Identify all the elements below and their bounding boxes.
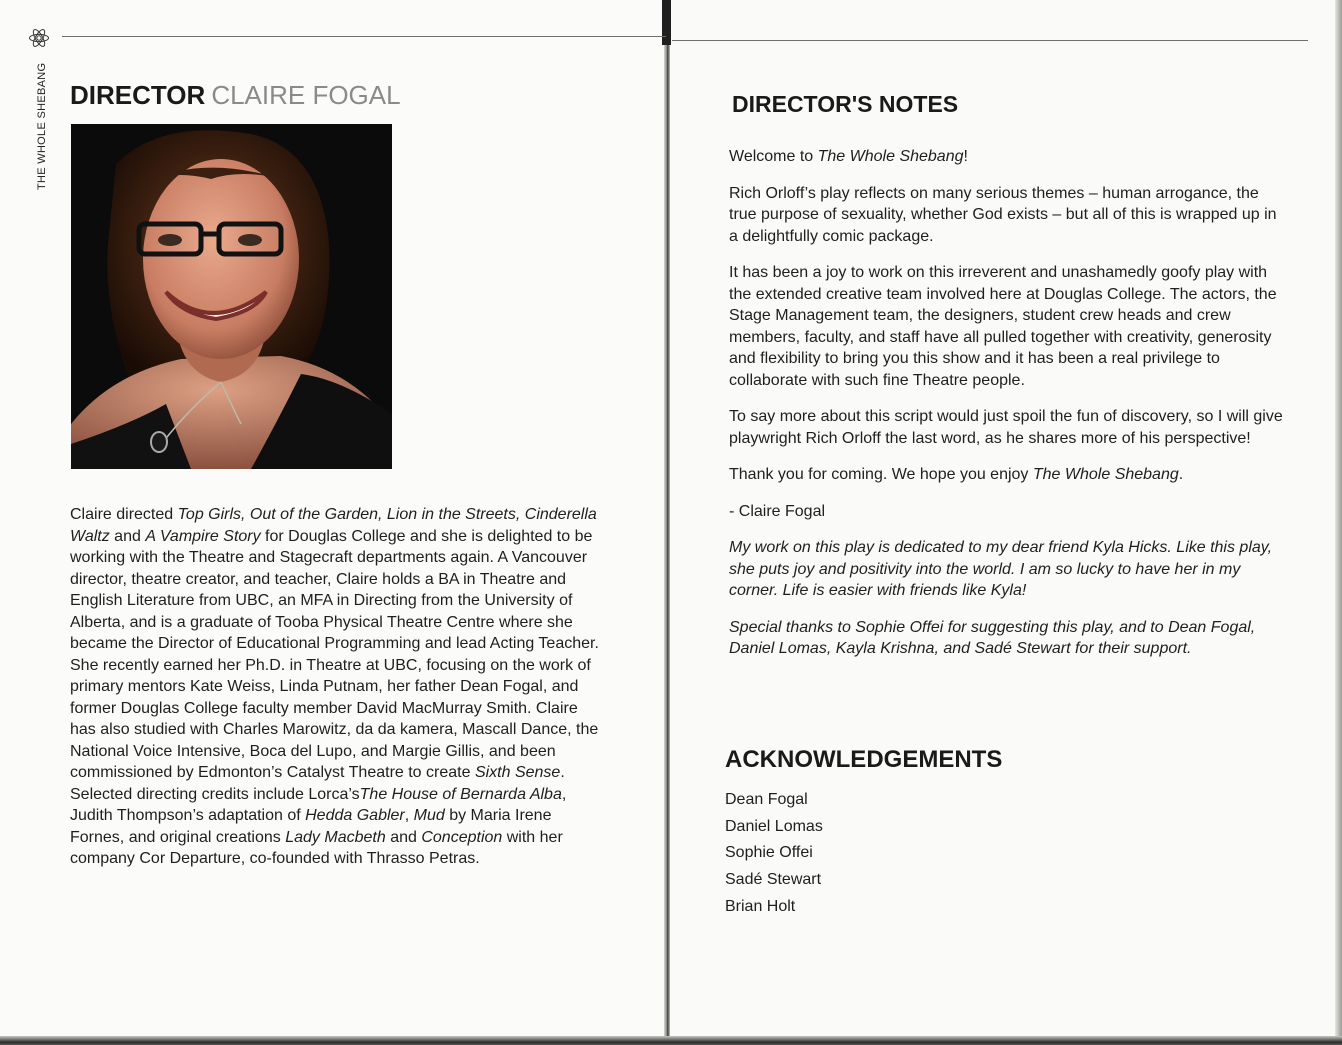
- text-run: , Judith Thompson’s adaptation of: [70, 785, 567, 824]
- text-run: Claire directed: [70, 506, 178, 523]
- text-run: !: [963, 148, 968, 165]
- text-run: and: [109, 527, 146, 545]
- text-run: Special thanks to Sophie Offei for suggesting this play, and to Dean Fogal, Daniel Lomas, Kayla Krishna, and Sadé Stewart for their support.: [729, 618, 1256, 657]
- text-run: .: [1178, 466, 1184, 483]
- bio-paragraph: [70, 504, 605, 870]
- directors-notes-heading: DIRECTOR'S NOTES: [732, 91, 959, 117]
- text-run: Welcome to: [729, 148, 818, 165]
- director-photo: [71, 124, 392, 469]
- notes-paragraph: [729, 617, 1285, 660]
- acknowledgement-name: Sadé Stewart: [725, 871, 822, 889]
- italic-title-text: Sixth Sense: [474, 764, 561, 781]
- text-run: . Selected directing credits include Lorca’s: [70, 764, 565, 803]
- header-rule-left: [62, 36, 666, 37]
- bottom-edge: [0, 1036, 1342, 1045]
- text-run: Rich Orloff’s play reflects on many serious themes – human arrogance, the true purpose of sexuality, whether God exists – but all of this is wrapped up in a delightfully comic package.: [729, 184, 1277, 245]
- italic-title-text: Hedda Gabler: [305, 807, 405, 824]
- text-run: To say more about this script would just spoil the fun of discovery, so I will give playwright Rich Orloff the last word, as he shares more of his perspective!: [729, 408, 1283, 447]
- italic-title-text: Lady Macbeth: [285, 828, 386, 846]
- acknowledgement-name: Dean Fogal: [725, 791, 808, 808]
- side-tab-title: THE WHOLE SHEBANG: [36, 62, 48, 190]
- header-rule-right: [672, 40, 1308, 41]
- italic-title-text: The Whole Shebang: [1032, 466, 1179, 483]
- text-run: My work on this play is dedicated to my dear friend Kyla Hicks. Like this play, she puts joy and positivity into the world. I am so lucky to have her in my corner. Life is easier with friends like Kyla!: [729, 539, 1273, 599]
- italic-title-text: A Vampire Story: [145, 527, 261, 545]
- notes-paragraph: [729, 464, 1285, 486]
- director-heading: [70, 80, 401, 111]
- director-heading-name: CLAIRE FOGAL: [211, 80, 401, 110]
- notes-paragraph: [729, 537, 1285, 602]
- page-edge: [1335, 0, 1342, 1045]
- text-run: for Douglas College and she is delighted to be working with the Theatre and Stagecraft departments again. A Vancouver director, theatre creator, and teacher, Claire holds a BA in Theatre and English Literature from UBC, an MFA in Directing from the University of Alberta, and is a graduate of Tooba Physical Theatre Centre where she became the Director of Educational Programming and lead Acting Teacher. She recently earned her Ph.D. in Theatre at UBC, focusing on the work of primary mentors Kate Weiss, Linda Putnam, her father Dean Fogal, and former Douglas College faculty member David MacMurray Smith. Claire has also studied with Charles Marowitz, da da kamera, Mascall Dance, the National Voice Intensive, Boca del Lupo, and Margie Gillis, and been commissioned by Edmonton’s Catalyst Theatre to create: [70, 527, 599, 781]
- director-bio: [70, 504, 605, 870]
- text-run: Thank you for coming. We hope you enjoy: [729, 466, 1033, 483]
- book-gutter: [664, 0, 670, 1045]
- italic-title-text: The Whole Shebang: [817, 148, 964, 165]
- italic-title-text: Conception: [421, 828, 503, 846]
- director-heading-label: DIRECTOR: [70, 80, 206, 110]
- gutter-shadow: [662, 0, 671, 45]
- acknowledgements-list: [725, 787, 823, 921]
- italic-title-text: Mud: [413, 807, 445, 824]
- text-run: by Maria Irene Fornes, and original creations: [70, 807, 552, 846]
- notes-paragraph: [729, 146, 1285, 168]
- acknowledgements-heading: ACKNOWLEDGEMENTS: [725, 746, 1003, 773]
- directors-notes: [729, 146, 1285, 675]
- italic-title-text: The House of Bernarda Alba: [359, 785, 562, 803]
- acknowledgement-name: Daniel Lomas: [725, 817, 823, 835]
- text-run: and: [385, 828, 422, 846]
- acknowledgement-name: Sophie Offei: [725, 844, 813, 862]
- italic-title-text: Top Girls, Out of the Garden, Lion in the Streets, Cinderella Waltz: [70, 506, 597, 545]
- notes-paragraph: [729, 501, 1285, 523]
- atom-logo-icon: [28, 27, 50, 49]
- notes-paragraph: [729, 262, 1285, 391]
- text-run: with her company Cor Departure, co-founded with Thrasso Petras.: [70, 828, 563, 867]
- text-run: It has been a joy to work on this irreverent and unashamedly goofy play with the extended creative team involved here at Douglas College. The actors, the Stage Management team, the designers, student crew heads and crew members, faculty, and staff have all pulled together with creativity, generosity and flexibility to bring you this show and it has been a real privilege to collaborate with such fine Theatre people.: [729, 264, 1277, 389]
- text-run: - Claire Fogal: [729, 502, 826, 520]
- text-run: ,: [404, 807, 414, 824]
- notes-paragraph: [729, 406, 1285, 449]
- acknowledgement-name: Brian Holt: [725, 897, 796, 915]
- notes-paragraph: [729, 183, 1285, 248]
